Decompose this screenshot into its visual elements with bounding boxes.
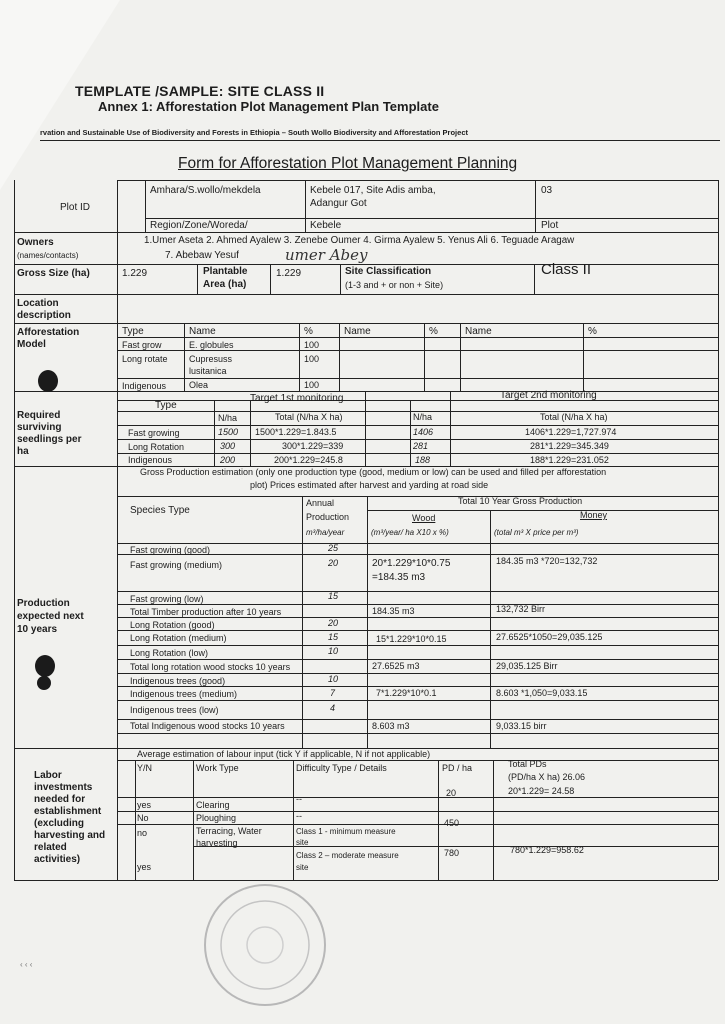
production-row-species: Fast growing (medium) — [130, 560, 223, 570]
kebele-value: Kebele 017, Site Adis amba, — [310, 185, 436, 196]
production-row-species: Long Rotation (low) — [130, 648, 209, 658]
production-row-species: Long Rotation (medium) — [130, 633, 227, 643]
punch-hole — [35, 655, 55, 677]
seedling-row-t2: 188*1.229=231.052 — [530, 455, 609, 465]
production-row-species: Indigenous trees (low) — [130, 705, 219, 715]
labor-row-difficulty: Class 1 - minimum measure — [296, 827, 396, 836]
labor-row-pd: 780 — [444, 848, 460, 858]
seedlings-label-2: surviving — [17, 422, 62, 433]
production-row-species: Fast growing (good) — [130, 545, 211, 555]
money-subheader: (total m³ X price per m³) — [494, 528, 579, 537]
seedling-row-type: Fast growing — [128, 428, 180, 438]
kebele-label: Kebele — [310, 220, 342, 231]
region-label: Region/Zone/Woreda/ — [150, 220, 248, 231]
region-value: Amhara/S.wollo/mekdela — [150, 185, 261, 196]
seedling-row-t1: 300*1.229=339 — [282, 441, 344, 451]
production-row-money: 132,732 Birr — [496, 604, 546, 614]
production-row-money: 8.603 *1,050=9,033.15 — [496, 688, 588, 698]
margin-mark: ‹ ‹ ‹ — [20, 960, 33, 969]
production-row-annual: 20 — [328, 618, 339, 628]
location-label: Location — [17, 298, 59, 309]
production-row-species: Indigenous trees (medium) — [130, 689, 238, 699]
seedling-row-n1: 200 — [220, 455, 236, 465]
plantable-label: Plantable — [203, 266, 248, 277]
model-header-pct-3: % — [588, 326, 597, 337]
labor-total-pds-header: Total PDs — [508, 759, 547, 769]
labor-row-work: Terracing, Water — [196, 826, 262, 836]
site-class-value: Class II — [541, 261, 592, 278]
annual-unit: m³/ha/year — [306, 528, 345, 537]
model-header-name-2: Name — [344, 326, 371, 337]
production-row-species: Fast growing (low) — [130, 594, 204, 604]
total-header: Total (N/ha X ha) — [275, 412, 343, 422]
owners-line-2: 7. Abebaw Yesuf — [165, 250, 239, 261]
production-row-wood: 8.603 m3 — [372, 721, 410, 731]
model-row-name-2: lusitanica — [189, 366, 227, 376]
seedling-row-n2: 188 — [415, 455, 431, 465]
production-row-annual: 4 — [330, 703, 336, 713]
punch-hole — [37, 676, 51, 690]
production-row-annual: 10 — [328, 674, 339, 684]
owners-line-1: 1.Umer Aseta 2. Ahmed Ayalew 3. Zenebe Oumer 4. Girma Ayalew 5. Yenus Ali 6. Teguade Aragaw — [144, 235, 575, 246]
seedling-row-t1: 1500*1.229=1.843.5 — [255, 427, 337, 437]
project-line: rvation and Sustainable Use of Biodiversity and Forests in Ethiopia – South Wollo Biodiversity and Afforestation Project — [40, 128, 720, 141]
model-row-type: Fast grow — [122, 340, 162, 350]
total10-header: Total 10 Year Gross Production — [458, 496, 583, 506]
money-header: Money — [580, 510, 608, 520]
labor-pd-header: PD / ha — [442, 763, 473, 773]
model-row-pct: 100 — [304, 340, 320, 350]
afforestation-label-2: Model — [17, 339, 46, 350]
estimation-note: Gross Production estimation (only one production type (good, medium or low) can be used and filled per afforestation — [140, 467, 607, 477]
labor-row-pd: 20 — [446, 788, 457, 798]
production-row-species: Indigenous trees (good) — [130, 676, 226, 686]
target1-header: Target 1st monitoring — [250, 393, 344, 404]
owners-sublabel: (names/contacts) — [17, 251, 79, 260]
labor-row-difficulty: -- — [296, 811, 302, 821]
labor-row-total: 780*1.229=958.62 — [510, 845, 584, 855]
wood-header: Wood — [412, 513, 436, 523]
labor-label-6: harvesting and — [34, 830, 106, 841]
punch-hole — [38, 370, 58, 392]
seedling-row-n1: 1500 — [218, 427, 239, 437]
production-row-wood: 7*1.229*10*0.1 — [376, 688, 437, 698]
seedlings-type-header: Type — [155, 400, 177, 411]
labor-label-7: related — [34, 842, 67, 853]
labor-row-difficulty-2: site — [296, 863, 309, 872]
model-row-type: Indigenous — [122, 381, 167, 391]
model-row-type: Long rotate — [122, 354, 168, 364]
production-row-money: 29,035.125 Birr — [496, 661, 558, 671]
annex-title: Annex 1: Afforestation Plot Management Plan Template — [98, 99, 439, 114]
nha-header: N/ha — [218, 413, 238, 423]
estimation-note-2: plot) Prices estimated after harvest and yarding at road side — [250, 480, 489, 490]
plot-value: 03 — [541, 185, 553, 196]
labor-row-difficulty: -- — [296, 794, 302, 804]
gross-size-label: Gross Size (ha) — [17, 268, 90, 279]
seedling-row-t2: 281*1.229=345.349 — [530, 441, 609, 451]
labor-label-8: activities) — [34, 854, 81, 865]
seedlings-label: Required — [17, 410, 61, 421]
production-row-money: 27.6525*1050=29,035.125 — [496, 632, 603, 642]
model-row-name: Olea — [189, 380, 209, 390]
model-row-name: Cupresuss — [189, 354, 233, 364]
gross-size-value: 1.229 — [122, 268, 148, 279]
seedlings-label-4: ha — [17, 446, 29, 457]
model-row-pct: 100 — [304, 354, 320, 364]
labor-yn-header: Y/N — [137, 763, 153, 773]
production-row-wood: 184.35 m3 — [372, 606, 415, 616]
afforestation-label: Afforestation — [17, 327, 80, 338]
plot-label: Plot — [541, 220, 559, 231]
production-row-wood: 27.6525 m3 — [372, 661, 420, 671]
plantable-label-2: Area (ha) — [203, 279, 247, 290]
production-row-annual: 10 — [328, 646, 339, 656]
production-row-species: Total long rotation wood stocks 10 years — [130, 662, 291, 672]
species-type-header: Species Type — [130, 505, 190, 516]
labor-row-difficulty: Class 2 – moderate measure — [296, 851, 399, 860]
production-row-wood-2: =184.35 m3 — [372, 572, 426, 583]
annual-header-2: Production — [306, 512, 350, 522]
form-title: Form for Afforestation Plot Management Planning — [178, 155, 518, 172]
model-header-pct: % — [304, 326, 313, 337]
labor-label: Labor — [34, 770, 62, 781]
template-heading: TEMPLATE /SAMPLE: SITE CLASS II — [75, 83, 325, 99]
labor-row-yn: No — [137, 813, 149, 823]
labor-label-2: investments — [34, 782, 93, 793]
labor-row-pd: 450 — [444, 818, 460, 828]
site-class-label: Site Classification — [345, 266, 432, 277]
seedling-row-t2: 1406*1.229=1,727.974 — [525, 427, 617, 437]
plantable-value: 1.229 — [276, 268, 302, 279]
production-label: Production — [17, 598, 70, 609]
production-row-annual: 20 — [328, 558, 339, 568]
model-header-pct-2: % — [429, 326, 438, 337]
owners-label: Owners — [17, 237, 54, 248]
labor-label-3: needed for — [34, 794, 86, 805]
production-row-species: Total Timber production after 10 years — [130, 607, 282, 617]
annual-header: Annual — [306, 498, 335, 508]
nha-header-2: N/ha — [413, 412, 433, 422]
seedling-row-type: Long Rotation — [128, 442, 185, 452]
labor-row-yn: yes — [137, 800, 152, 810]
labor-label-5: (excluding — [34, 818, 85, 829]
site-class-sublabel: (1-3 and + or non + Site) — [345, 280, 444, 290]
seedling-row-n1: 300 — [220, 441, 236, 451]
production-row-annual: 25 — [328, 543, 339, 553]
model-row-pct: 100 — [304, 380, 320, 390]
seedling-row-type: Indigenous — [128, 455, 173, 465]
labor-row-yn: no — [137, 828, 148, 838]
production-row-species: Total Indigenous wood stocks 10 years — [130, 721, 285, 731]
production-row-money: 9,033.15 birr — [496, 721, 547, 731]
production-row-annual: 15 — [328, 632, 339, 642]
model-header-name-3: Name — [465, 326, 492, 337]
wood-subheader: (m³/year/ ha X10 x %) — [371, 528, 449, 537]
seedlings-label-3: seedlings per — [17, 434, 82, 445]
labor-row-work: Clearing — [196, 800, 230, 810]
labor-label-4: establishment — [34, 806, 102, 817]
kebele-value-2: Adangur Got — [310, 198, 367, 209]
owner-signature: umer Abey — [285, 246, 368, 264]
labor-row-total: 20*1.229= 24.58 — [508, 786, 575, 796]
model-header-name: Name — [189, 326, 216, 337]
labor-note: Average estimation of labour input (tick Y if applicable, N if not applicable) — [137, 749, 431, 759]
labor-row-difficulty-2: site — [296, 838, 309, 847]
seedling-row-n2: 281 — [413, 441, 429, 451]
total-header-2: Total (N/ha X ha) — [540, 412, 608, 422]
target2-header: Target 2nd monitoring — [500, 390, 597, 401]
labor-difficulty-header: Difficulty Type / Details — [296, 763, 387, 773]
production-row-annual: 7 — [330, 688, 336, 698]
labor-row-work: Ploughing — [196, 813, 237, 823]
model-row-name: E. globules — [189, 340, 234, 350]
production-label-2: expected next — [17, 611, 84, 622]
production-row-annual: 15 — [328, 591, 339, 601]
labor-work-type-header: Work Type — [196, 763, 239, 773]
seedling-row-t1: 200*1.229=245.8 — [274, 455, 343, 465]
production-row-species: Long Rotation (good) — [130, 620, 215, 630]
labor-total-pds-header-2: (PD/ha X ha) 26.06 — [508, 772, 586, 782]
production-row-wood: 15*1.229*10*0.15 — [376, 634, 447, 644]
labor-row-yn: yes — [137, 862, 152, 872]
labor-row-work-2: harvesting — [196, 838, 238, 848]
official-stamp — [200, 880, 330, 1010]
seedling-row-n2: 1406 — [413, 427, 434, 437]
production-row-money: 184.35 m3 *720=132,732 — [496, 556, 598, 566]
production-row-wood: 20*1.229*10*0.75 — [372, 558, 451, 569]
model-header-type: Type — [122, 326, 144, 337]
production-label-3: 10 years — [17, 624, 58, 635]
location-label-2: description — [17, 310, 71, 321]
plot-id-label: Plot ID — [60, 202, 91, 213]
